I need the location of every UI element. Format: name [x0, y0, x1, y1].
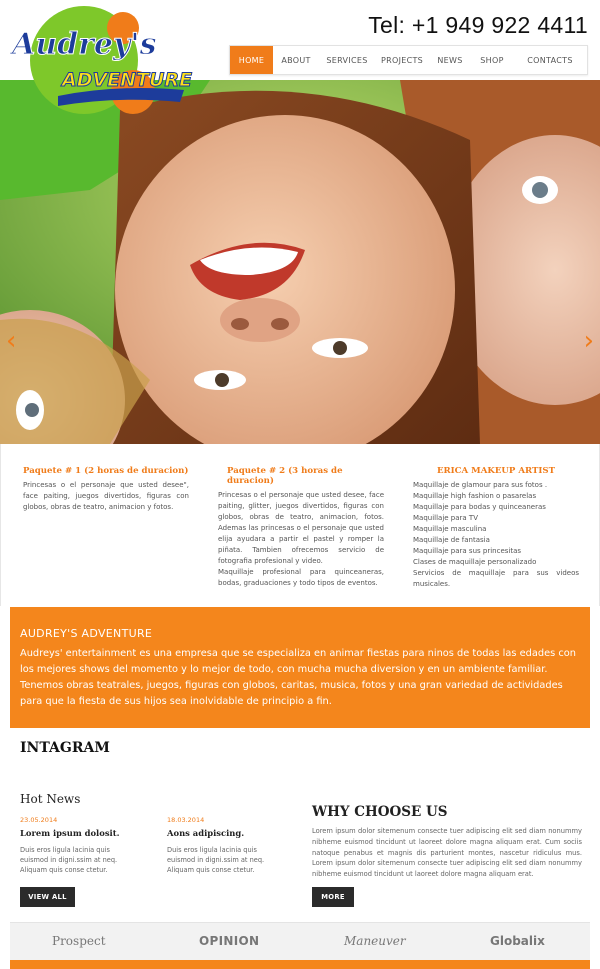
news-date: 23.05.2014: [20, 816, 58, 824]
nav-item-services[interactable]: SERVICES: [326, 55, 368, 65]
partner-logo-globalix[interactable]: Globalix: [490, 934, 545, 948]
about-banner: [10, 607, 590, 728]
nav-item-news[interactable]: NEWS: [437, 55, 463, 65]
logo-graphic: [8, 4, 194, 116]
hero-image: [0, 80, 600, 444]
news-title[interactable]: Aons adipiscing.: [167, 828, 245, 838]
chevron-right-icon[interactable]: ›: [583, 326, 594, 356]
package-card: [23, 466, 189, 513]
instagram-section: [10, 728, 590, 780]
phone-number: Tel: +1 949 922 4411: [368, 12, 588, 38]
package-card: [413, 466, 579, 590]
about-text: Audreys' entertainment es una empresa que se especializa en animar fiestas para ninos de todas las edades con los mejores shows del momento y lo mejor de todo, con mucha mucha diversion y en un ambiente familiar. Tenemos obras teatrales, juegos, figuras con globos, caritas, musica, fotos y una gran variedad de actividades para que la fiesta de sus hijos sea inolvidable de principio a fin.: [20, 648, 576, 707]
about-title: AUDREY'S ADVENTURE: [20, 627, 153, 640]
nav-item-contacts[interactable]: CONTACTS: [527, 55, 573, 65]
partner-logo-maneuver[interactable]: Maneuver: [344, 934, 406, 948]
package-text: Maquillaje de glamour para sus fotos . Maquillaje high fashion o pasarelas Maquillaje para bodas y quinceaneras Maquillaje para TV Maquillaje masculina Maquillaje de fantasia Maquillaje para sus princesitas Clases de maquillaje personalizado Servicios de maquillaje para sus videos musicales.: [413, 481, 579, 588]
news-text: Duis eros ligula lacinia quis euismod in digni.ssim at neq. Aliquam quis conse ctetur.: [20, 846, 118, 874]
more-button[interactable]: MORE: [312, 887, 354, 907]
partner-logos: [10, 922, 590, 960]
news-title[interactable]: Lorem ipsum dolosit.: [20, 828, 120, 838]
package-card: [218, 466, 384, 589]
nav-item-shop[interactable]: SHOP: [480, 55, 504, 65]
partner-logo-opinion[interactable]: OPINION: [199, 934, 260, 948]
package-title: ERICA MAKEUP ARTIST: [436, 466, 556, 476]
site-logo[interactable]: [8, 4, 194, 116]
view-all-button[interactable]: VIEW ALL: [20, 887, 75, 907]
news-item: [167, 816, 285, 875]
logo-text-line1: Audrey's: [12, 27, 157, 62]
hero-slider: [0, 80, 600, 444]
chevron-left-icon[interactable]: ‹: [6, 326, 17, 356]
package-title: Paquete # 1 (2 horas de duracion): [23, 466, 189, 476]
nav-item-about[interactable]: ABOUT: [281, 55, 311, 65]
news-why-section: [10, 780, 590, 922]
nav-item-home[interactable]: HOME: [230, 46, 273, 74]
news-date: 18.03.2014: [167, 816, 205, 824]
package-title: Paquete # 2 (3 horas de duracion): [227, 466, 343, 486]
package-text: Princesas o el personaje que usted desee, face paiting, glitter, juegos divertidos, figuras con globos, obras de teatro, animacion, fotos. Ademas las princesas o el personaje que usted elija ayudara a partir el pastel y romper la piñata. Tambien ofrecemos servicio de fotografia profesional y video. Maquillaje profesional para quinceaneras, bodas, graduaciones y todo tipos de eventos.: [218, 491, 384, 587]
hot-news-title: Hot News: [20, 792, 81, 806]
news-text: Duis eros ligula lacinia quis euismod in digni.ssim at neq. Aliquam quis conse ctetur.: [167, 846, 265, 874]
package-text: Princesas o el personaje que usted desee", face paiting, juegos divertidos, figuras con globos, obras de teatro, animacion y fotos.: [23, 481, 189, 511]
partner-logo-prospect[interactable]: Prospect: [52, 934, 106, 948]
footer-bar: [10, 960, 590, 969]
nav-item-projects[interactable]: PROJECTS: [380, 55, 424, 65]
instagram-title: INTAGRAM: [20, 740, 110, 756]
news-item: [20, 816, 138, 875]
packages-section: [0, 444, 600, 606]
logo-text-line2: ADVENTURE: [62, 69, 193, 91]
main-nav: [229, 45, 588, 75]
why-choose-title: WHY CHOOSE US: [312, 804, 448, 820]
why-choose-text: Lorem ipsum dolor sitemenum consecte tuer adipiscing elit sed diam nonummy nibheme euismod tincidunt ut laoreet dolore magna aliquam erat. Cum sociis natoque penabus et magnis dis parturient montes, nascetur ridiculus mus. Lorem ipsum dolor sitemenum consecte tuer adipiscing elit sed diam nonummy nibheme euismod tincidunt ut laoreet dolore magna aliquam erat.: [312, 827, 582, 879]
